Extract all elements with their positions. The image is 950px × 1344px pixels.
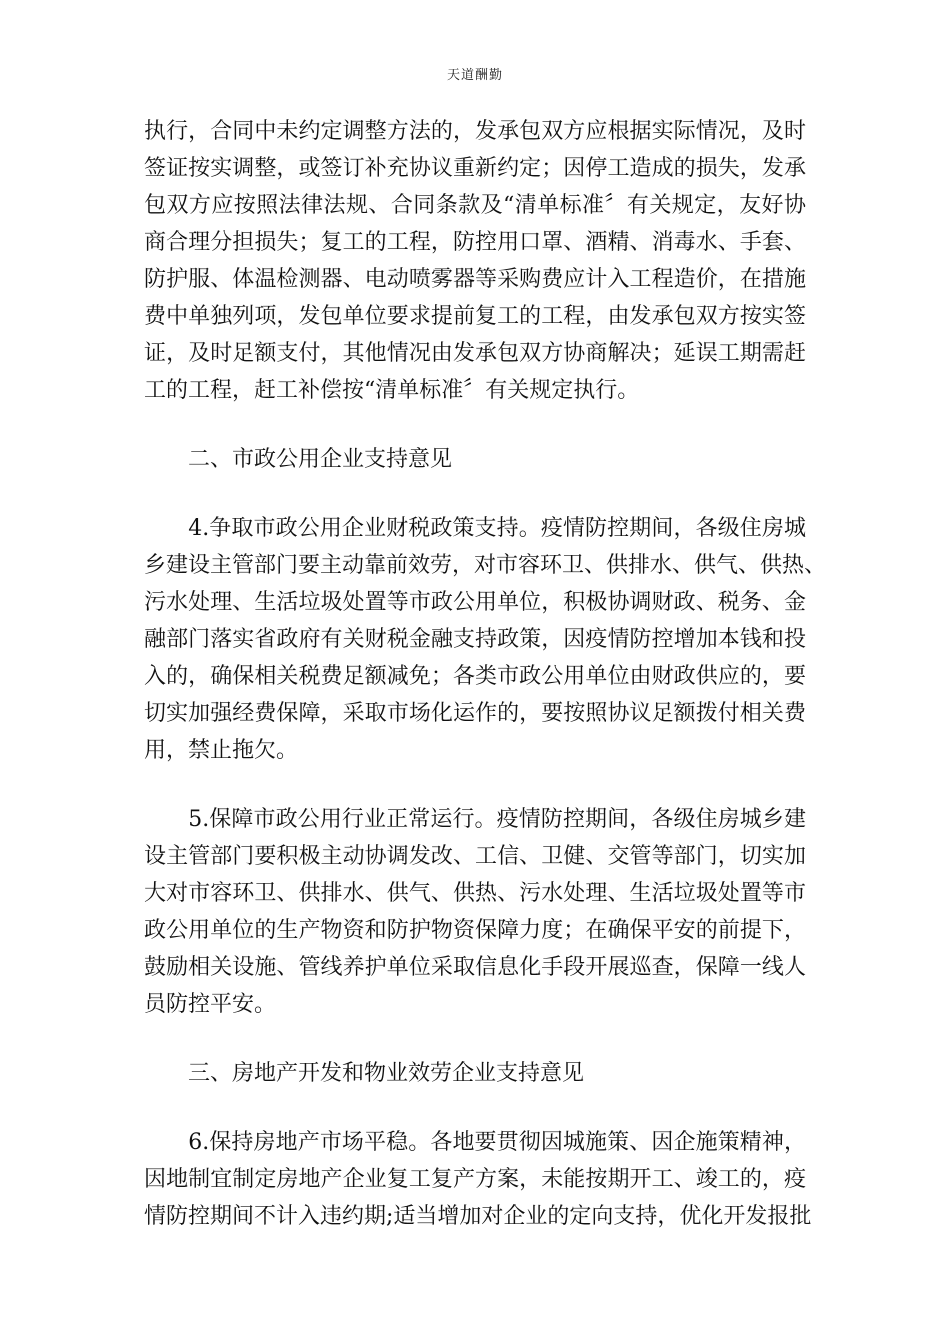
- text-line: 鼓励相关设施、管线养护单位采取信息化手段开展巡查，保障一线人: [144, 955, 806, 980]
- text-line: 入的，确保相关税费足额减免；各类市政公用单位由财政供应的，要: [144, 664, 806, 689]
- text-line: 用，禁止拖欠。: [144, 738, 299, 763]
- text-line: 商合理分担损失；复工的工程，防控用口罩、酒精、消毒水、手套、: [144, 230, 806, 255]
- paragraph: [144, 1124, 812, 1235]
- text-line: 费中单独列项，发包单位要求提前复工的工程，由发承包双方按实签: [144, 304, 806, 329]
- text-line: 签证按实调整，或签订补充协议重新约定；因停工造成的损失，发承: [144, 156, 806, 181]
- text-line: 设主管部门要积极主动协调发改、工信、卫健、交管等部门，切实加: [144, 844, 806, 869]
- text-line: 政公用单位的生产物资和防护物资保障力度；在确保平安的前提下，: [144, 918, 806, 943]
- text-line: 融部门落实省政府有关财税金融支持政策，因疫情防控增加本钱和投: [144, 627, 806, 652]
- text-line: 情防控期间不计入违约期;适当增加对企业的定向支持，优化开发报批: [144, 1204, 812, 1229]
- text-line: 切实加强经费保障，采取市场化运作的，要按照协议足额拨付相关费: [144, 701, 806, 726]
- paragraph-gap: [144, 769, 806, 801]
- text-line: 包双方应按照法律法规、合同条款及“清单标准〞有关规定，友好协: [144, 193, 806, 218]
- text-line: 因地制宜制定房地产企业复工复产方案，未能按期开工、竣工的，疫: [144, 1167, 806, 1192]
- paragraph: [144, 801, 806, 1023]
- page-header: 天道酬勤: [446, 68, 503, 83]
- paragraph-gap: [144, 1023, 806, 1055]
- text-line: 三、房地产开发和物业效劳企业支持意见: [144, 1061, 585, 1086]
- text-line: 6.保持房地产市场平稳。各地要贯彻因城施策、因企施策精神，: [144, 1130, 806, 1155]
- text-line: 污水处理、生活垃圾处置等市政公用单位，积极协调财政、税务、金: [144, 590, 806, 615]
- text-line: 防护服、体温检测器、电动喷雾器等采购费应计入工程造价，在措施: [144, 267, 806, 292]
- paragraph: [144, 113, 806, 409]
- text-line: 5.保障市政公用行业正常运行。疫情防控期间，各级住房城乡建: [144, 807, 806, 832]
- section-heading: [144, 1055, 806, 1092]
- paragraph-gap: [144, 478, 806, 510]
- text-line: 4.争取市政公用企业财税政策支持。疫情防控期间，各级住房城: [144, 516, 806, 541]
- section-heading: [144, 441, 806, 478]
- text-line: 大对市容环卫、供排水、供气、供热、污水处理、生活垃圾处置等市: [144, 881, 806, 906]
- text-line: 证，及时足额支付，其他情况由发承包双方协商解决；延误工期需赶: [144, 341, 806, 366]
- text-line: 工的工程，赶工补偿按“清单标准〞有关规定执行。: [144, 378, 640, 403]
- paragraph-gap: [144, 1092, 806, 1124]
- text-line: 员防控平安。: [144, 992, 277, 1017]
- document-body: [144, 113, 827, 1235]
- text-line: 二、市政公用企业支持意见: [144, 447, 453, 472]
- text-line: 执行，合同中未约定调整方法的，发承包双方应根据实际情况，及时: [144, 119, 806, 144]
- paragraph-gap: [144, 409, 806, 441]
- paragraph: [144, 510, 827, 769]
- text-line: 乡建设主管部门要主动靠前效劳，对市容环卫、供排水、供气、供热、: [144, 553, 827, 578]
